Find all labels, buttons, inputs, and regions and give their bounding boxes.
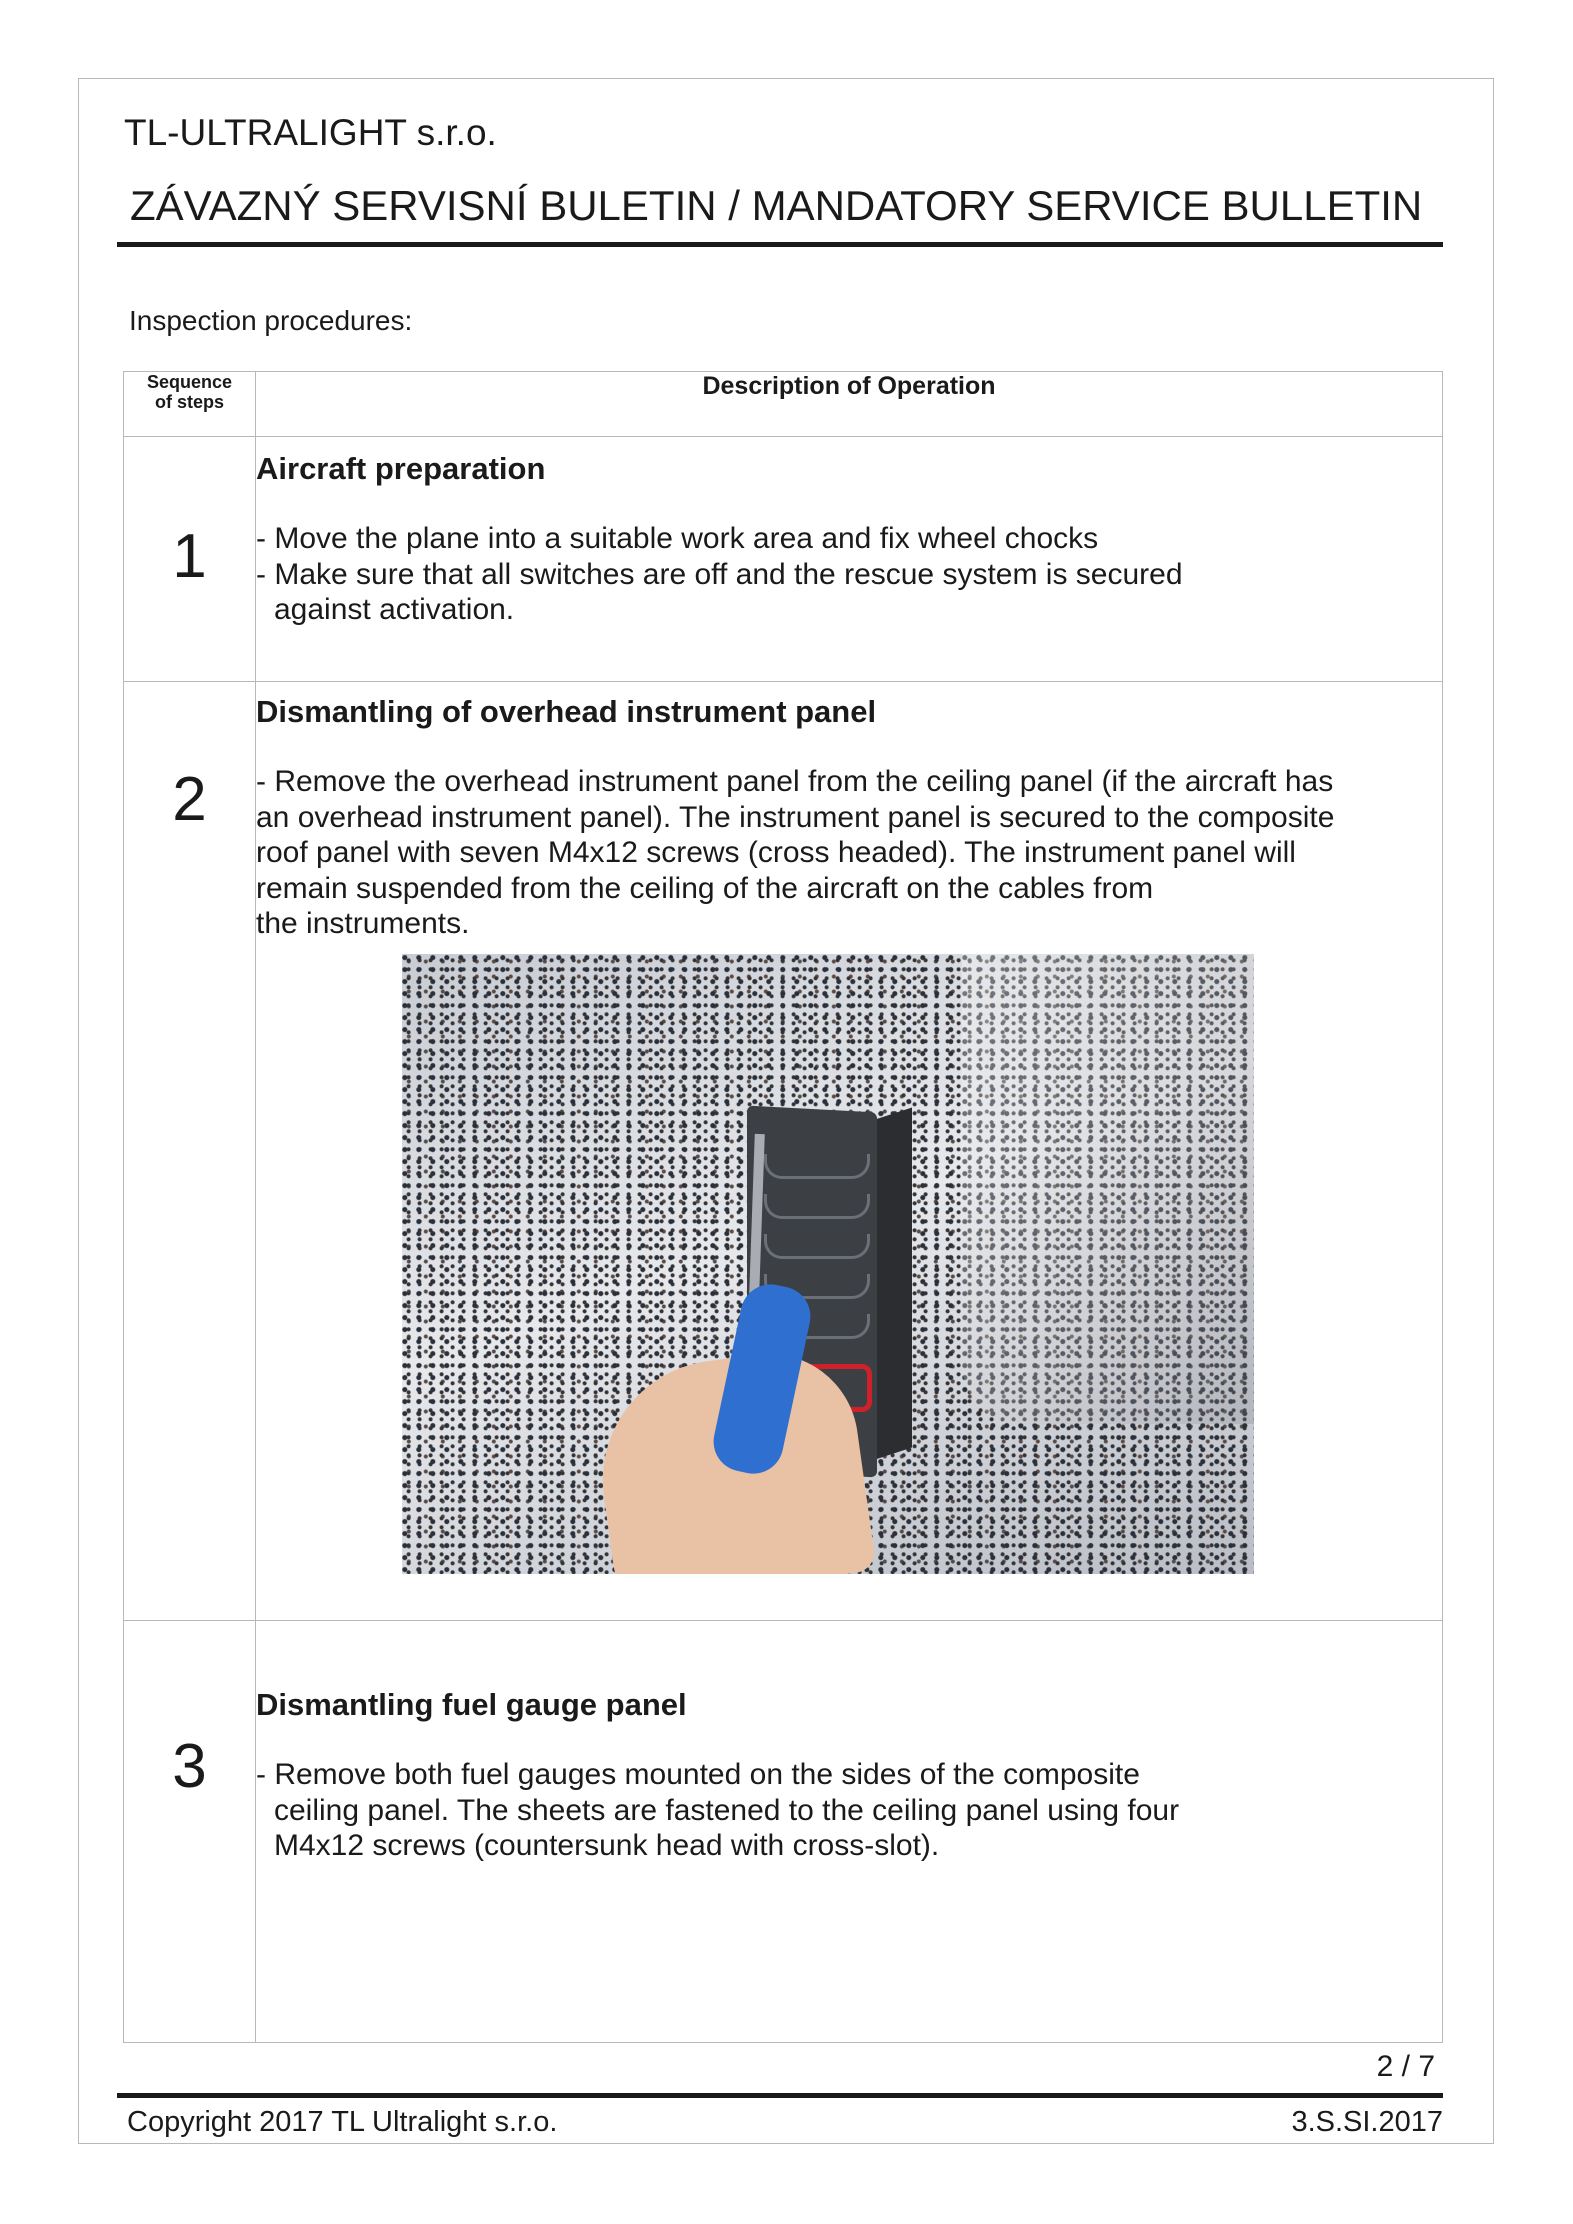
step-number xyxy=(124,1621,256,2043)
step-line: remain suspended from the ceiling of the aircraft on the cables from xyxy=(256,871,1154,905)
step-line: against activation. xyxy=(274,593,515,626)
step-title: Dismantling of overhead instrument panel xyxy=(256,694,877,729)
step-line: roof panel with seven M4x12 screws (cross headed). The instrument panel will xyxy=(256,836,1296,869)
step-number-text: 3 xyxy=(172,1732,207,1801)
step-description xyxy=(256,1621,1443,2043)
switch-guard xyxy=(764,1154,870,1179)
sequence-header-line1: Sequence xyxy=(146,372,233,392)
step-line: - Make sure that all switches are off and the rescue system is secured xyxy=(256,557,1183,591)
sequence-header-line2: of steps xyxy=(154,392,224,412)
operations-table xyxy=(123,371,1443,2043)
step-number xyxy=(124,437,256,682)
panel-side xyxy=(872,1107,912,1460)
ceiling-bulkhead xyxy=(962,954,1254,1424)
step-line: - Move the plane into a suitable work area and fix wheel chocks xyxy=(256,522,1099,555)
step-line: - Remove both fuel gauges mounted on the sides of the composite xyxy=(256,1758,1140,1791)
step-line: M4x12 screws (countersunk head with cross-slot). xyxy=(274,1829,940,1862)
page-number: 2 / 7 xyxy=(1376,2050,1435,2083)
table-row xyxy=(124,682,1443,1621)
switch-guard xyxy=(764,1194,870,1219)
step-description xyxy=(256,437,1443,682)
sequence-column-header xyxy=(124,372,256,437)
table-header-row xyxy=(124,372,1443,437)
company-name: TL-ULTRALIGHT s.r.o. xyxy=(124,112,497,153)
step-description xyxy=(256,682,1443,1621)
table-row xyxy=(124,1621,1443,2043)
step-line: ceiling panel. The sheets are fastened to the ceiling panel using four xyxy=(274,1793,1180,1827)
section-label: Inspection procedures: xyxy=(129,305,413,336)
step-title: Aircraft preparation xyxy=(256,451,546,486)
step-line: an overhead instrument panel). The instrument panel is secured to the composite xyxy=(256,800,1335,834)
step-line: - Remove the overhead instrument panel from the ceiling panel (if the aircraft has xyxy=(256,765,1334,798)
step-title: Dismantling fuel gauge panel xyxy=(256,1687,687,1722)
description-column-header: Description of Operation xyxy=(256,372,1443,437)
step-number-text: 2 xyxy=(172,765,207,834)
step-number-text: 1 xyxy=(172,522,207,591)
copyright-text: Copyright 2017 TL Ultralight s.r.o. xyxy=(127,2106,558,2138)
switch-guard xyxy=(764,1234,870,1259)
table-row xyxy=(124,437,1443,682)
instrument-panel-photo xyxy=(402,954,1254,1574)
bulletin-title: ZÁVAZNÝ SERVISNÍ BULETIN / MANDATORY SERVICE BULLETIN xyxy=(130,182,1423,229)
step-line: the instruments. xyxy=(256,907,470,940)
document-code: 3.S.SI.2017 xyxy=(1291,2106,1443,2138)
header-rule xyxy=(117,242,1443,247)
footer-rule xyxy=(117,2093,1443,2098)
step-number xyxy=(124,682,256,1621)
